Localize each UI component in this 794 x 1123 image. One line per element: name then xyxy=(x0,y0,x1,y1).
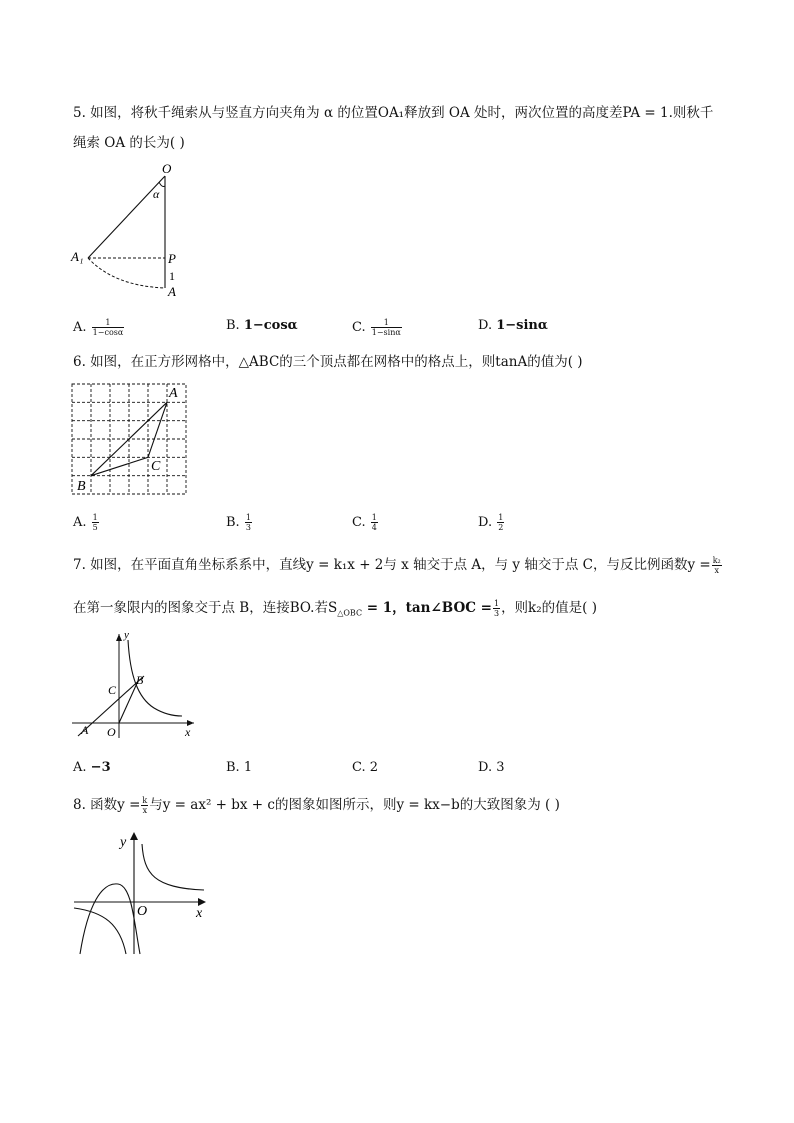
q6-option-d-fraction: $\frac{1}{2}$ xyxy=(498,513,504,532)
q7-segment-BO xyxy=(119,681,138,723)
q7-option-a-label: A. xyxy=(73,760,87,775)
q7-axis-label-x: x xyxy=(185,725,191,739)
q7-stem-line2 xyxy=(73,599,597,623)
q7-stem-line2-text-a: 在第一象限内的图象交于点 B，连接BO.若S xyxy=(73,600,338,616)
q5-label-P: P xyxy=(168,251,176,266)
q6-stem: 6. 如图，在正方形网格中，△ABC的三个顶点都在网格中的格点上，则tanA的值为( ) xyxy=(73,354,583,370)
q8-function-figure xyxy=(66,826,216,958)
q8-stem-text-b: 与y = ax² + bx + c的图象如图所示，则y = kx−b的大致图象为 ( ) xyxy=(149,797,560,813)
q7-axis-label-y: y xyxy=(124,629,129,641)
q7-option-b[interactable] xyxy=(226,760,252,776)
q7-option-a-text: −3 xyxy=(90,760,111,775)
q7-area-subscript: △OBC xyxy=(337,608,363,618)
q7-option-d[interactable] xyxy=(478,760,505,776)
q6-option-c-label: C. xyxy=(352,515,366,530)
q6-option-a[interactable] xyxy=(73,513,100,532)
q5-option-d[interactable] xyxy=(478,318,548,334)
q7-option-b-text: 1 xyxy=(243,760,253,775)
q5-option-c-fraction: $\frac{1}{1-\sin\alpha}$ xyxy=(371,318,401,337)
q8-label-O: O xyxy=(137,904,148,919)
q5-option-c[interactable] xyxy=(352,318,403,337)
q7-option-d-text: 3 xyxy=(496,760,505,775)
q6-option-d[interactable] xyxy=(478,513,505,532)
q5-label-O: O xyxy=(162,161,172,176)
q7-stem-line2-text-b: = 1，tan∠BOC = xyxy=(362,600,492,616)
q5-option-b-text: 1−cosα xyxy=(243,318,298,333)
q8-hyperbola-q3 xyxy=(74,908,126,954)
q7-label-B: B xyxy=(136,673,144,687)
q5-option-b-label: B. xyxy=(226,318,240,333)
q5-label-one: 1 xyxy=(169,269,175,283)
q7-option-c[interactable] xyxy=(352,760,378,776)
q7-option-d-label: D. xyxy=(478,760,493,775)
q7-label-C: C xyxy=(108,683,117,697)
q7-option-b-label: B. xyxy=(226,760,240,775)
q8-parabola xyxy=(80,884,140,954)
q5-label-A1: A₁ xyxy=(71,249,84,264)
q7-option-c-text: 2 xyxy=(369,760,379,775)
q5-label-alpha: α xyxy=(153,187,160,201)
q8-stem xyxy=(73,796,560,815)
q7-coordinate-figure xyxy=(66,626,206,744)
q7-label-O: O xyxy=(107,725,116,739)
q7-k2-over-x: $\frac{\text{k₂}}{x}$ xyxy=(712,556,721,575)
q6-label-B: B xyxy=(77,479,86,494)
q8-hyperbola-q1 xyxy=(142,844,204,890)
q5-option-d-text: 1−sinα xyxy=(496,318,548,333)
q5-option-a-fraction: $\frac{1}{1-\cos\alpha}$ xyxy=(92,318,124,337)
q7-one-third: $\frac{1}{3}$ xyxy=(493,599,500,618)
q7-option-c-label: C. xyxy=(352,760,366,775)
q5-option-c-label: C. xyxy=(352,320,366,335)
q6-option-c[interactable] xyxy=(352,513,379,532)
q6-option-b-label: B. xyxy=(226,515,240,530)
q6-label-C: C xyxy=(151,459,161,474)
q5-label-A: A xyxy=(168,284,176,299)
q6-option-b-fraction: $\frac{1}{3}$ xyxy=(245,513,251,532)
q7-stem-line1-text: 7. 如图，在平面直角坐标系系中，直线y = k₁x + 2与 x 轴交于点 A，与 y 轴交于点 C，与反比例函数y = xyxy=(73,557,711,573)
q8-stem-text-a: 8. 函数y = xyxy=(73,797,141,813)
q6-option-c-fraction: $\frac{1}{4}$ xyxy=(371,513,377,532)
q5-option-a-label: A. xyxy=(73,320,87,335)
q5-stem-line1: 5. 如图，将秋千绳索从与竖直方向夹角为 α 的位置OA₁释放到 OA 处时，两次位置的高度差PA = 1.则秋千 xyxy=(73,105,714,121)
q6-option-a-label: A. xyxy=(73,515,87,530)
q6-label-A: A xyxy=(169,386,178,401)
q5-option-b[interactable] xyxy=(226,318,298,334)
q7-stem-line2-text-c: ，则k₂的值是( ) xyxy=(501,600,597,616)
q6-option-d-label: D. xyxy=(478,515,493,530)
q5-stem-line2: 绳索 OA 的长为( ) xyxy=(73,135,185,151)
q7-label-A: A xyxy=(81,723,89,737)
q6-option-a-fraction: $\frac{1}{5}$ xyxy=(92,513,98,532)
q5-option-a[interactable] xyxy=(73,318,125,337)
q6-option-b[interactable] xyxy=(226,513,253,532)
q7-option-a[interactable] xyxy=(73,760,111,776)
q8-axis-label-x: x xyxy=(196,906,203,921)
q6-grid-figure xyxy=(66,380,194,498)
q5-swing-figure xyxy=(66,160,186,302)
q8-axis-label-y: y xyxy=(120,835,127,850)
q5-option-d-label: D. xyxy=(478,318,493,333)
q7-stem-line1 xyxy=(73,556,723,575)
q8-k-over-x: $\frac{k}{x}$ xyxy=(142,796,148,815)
